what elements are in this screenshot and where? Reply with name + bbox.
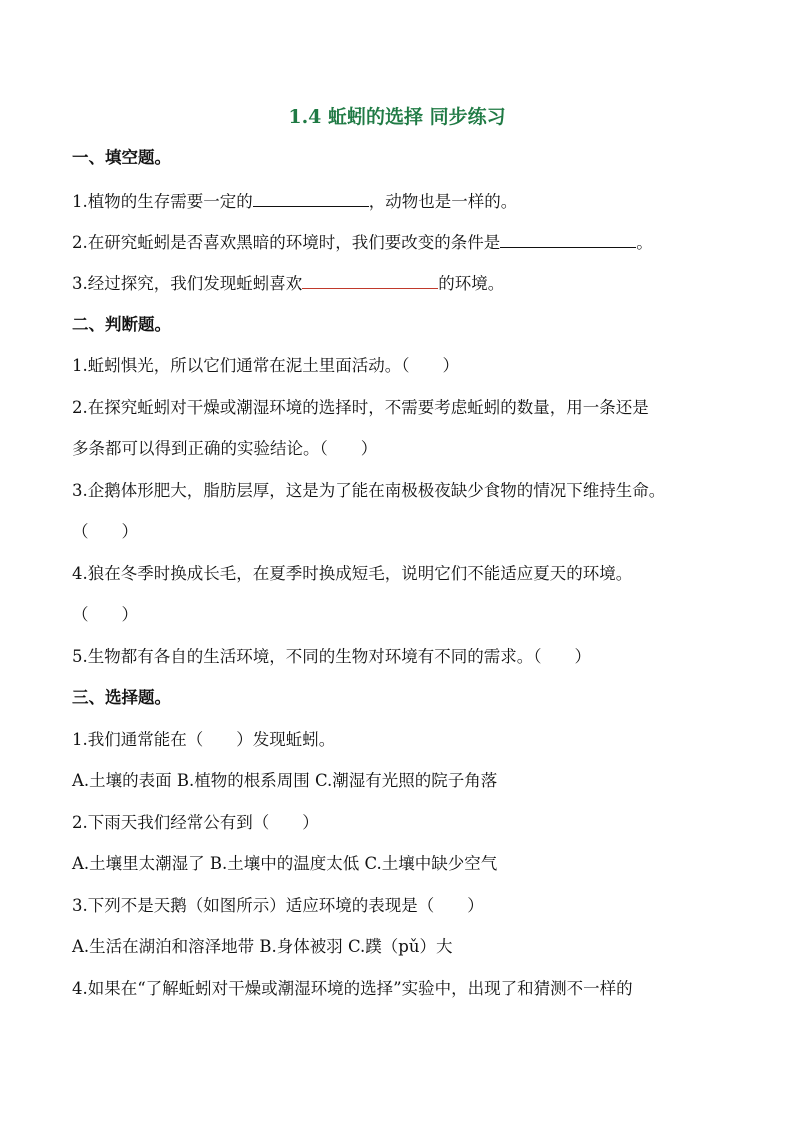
fill-q3-blank[interactable] <box>302 271 438 289</box>
judge-question-2-line-1: 2.在探究蚯蚓对干燥或潮湿环境的选择时，不需要考虑蚯蚓的数量，用一条还是 <box>72 398 649 417</box>
choice-question-1-options: A.土壤的表面 B.植物的根系周围 C.潮湿有光照的院子角落 <box>72 771 498 790</box>
fill-question-2 <box>72 230 653 255</box>
fill-question-1 <box>72 189 517 214</box>
fill-q1-text-after: ，动物也是一样的。 <box>368 192 518 211</box>
section-heading-choice: 三、选择题。 <box>72 688 171 707</box>
judge-question-4-line-1: 4.狼在冬季时换成长毛，在夏季时换成短毛，说明它们不能适应夏天的环境。 <box>72 564 633 583</box>
judge-question-4-line-2: （ ） <box>72 605 138 624</box>
fill-q3-text-after: 的环境。 <box>438 274 505 293</box>
fill-q1-text-before: 1.植物的生存需要一定的 <box>72 192 253 211</box>
choice-question-3-options: A.生活在湖泊和溶泽地带 B.身体被羽 C.蹼（pǔ）大 <box>72 937 453 956</box>
choice-question-4-line-1: 4.如果在“了解蚯蚓对干燥或潮湿环境的选择”实验中，出现了和猜测不一样的 <box>72 979 633 998</box>
page-title: 1.4 蚯蚓的选择 同步练习 <box>288 106 506 128</box>
judge-question-1: 1.蚯蚓惧光，所以它们通常在泥土里面活动。（ ） <box>72 356 459 375</box>
fill-q1-blank[interactable] <box>253 189 369 207</box>
section-heading-judge: 二、判断题。 <box>72 315 171 334</box>
judge-question-5: 5.生物都有各自的生活环境，不同的生物对环境有不同的需求。（ ） <box>72 647 591 666</box>
choice-question-2-options: A.土壤里太潮湿了 B.土壤中的温度太低 C.土壤中缺少空气 <box>72 854 498 873</box>
fill-question-3 <box>72 271 504 296</box>
choice-question-2: 2.下雨天我们经常公有到（ ） <box>72 813 319 832</box>
section-heading-fill: 一、填空题。 <box>72 148 171 167</box>
fill-q2-text-before: 2.在研究蚯蚓是否喜欢黑暗的环境时，我们要改变的条件是 <box>72 233 501 252</box>
judge-question-3-line-2: （ ） <box>72 522 138 541</box>
fill-q2-blank[interactable] <box>500 230 636 248</box>
fill-q2-text-after: 。 <box>636 233 653 252</box>
judge-question-2-line-2: 多条都可以得到正确的实验结论。（ ） <box>72 439 378 458</box>
choice-question-3: 3.下列不是天鹅（如图所示）适应环境的表现是（ ） <box>72 896 484 915</box>
fill-q3-text-before: 3.经过探究，我们发现蚯蚓喜欢 <box>72 274 303 293</box>
choice-question-1: 1.我们通常能在（ ）发现蚯蚓。 <box>72 730 336 749</box>
judge-question-3-line-1: 3.企鹅体形肥大，脂肪层厚，这是为了能在南极极夜缺少食物的情况下维持生命。 <box>72 481 666 500</box>
